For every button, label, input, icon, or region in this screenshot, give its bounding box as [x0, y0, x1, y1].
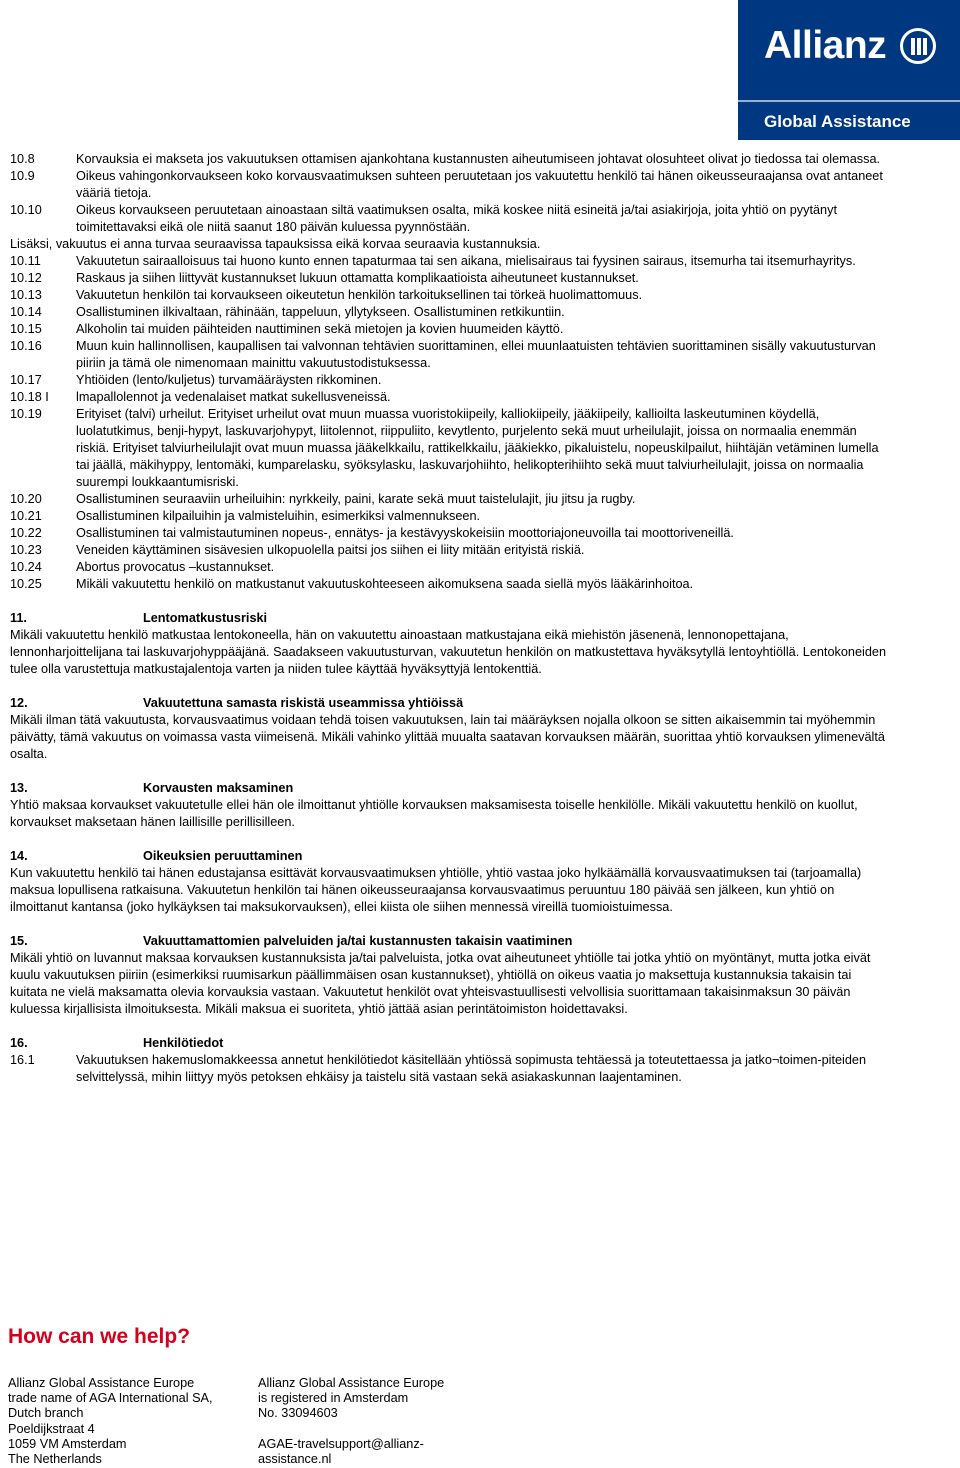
item-text: Osallistuminen seuraaviin urheiluihin: nyrkkeily, paini, karate sekä muut taistelulajit, jiu jitsu ja rugby. — [76, 492, 636, 506]
section-heading — [10, 933, 890, 950]
section-14 — [10, 848, 890, 916]
section-number: 13. — [10, 781, 28, 795]
list-item — [10, 372, 890, 389]
list-item — [10, 321, 890, 338]
exclusion-list-a — [10, 151, 890, 236]
section-text: Mikäli ilman tätä vakuutusta, korvausvaatimus voidaan tehdä toisen vakuutuksen, lain tai määräyksen nojalla olkoon se sitten aikaisemmin tai myöhemmin päivätty, tämä vakuutus on voimassa vasta viimeisenä. Mikäli vahinko ylittää muualta saatavan korvauksen määrän, suorittaa yhtiö korvauksen ylimenevältä osalta. — [10, 713, 885, 761]
item-number: 10.25 — [10, 577, 42, 591]
item-number: 10.21 — [10, 509, 42, 523]
item-text: Muun kuin hallinnollisen, kaupallisen tai valvonnan tehtävien suorittaminen, ellei muunlaatuisten tehtävien suorittaminen sisälly vakuutusturvan piiriin ja tämä ole nimenomaan mainittu vakuutustodistuksessa. — [76, 339, 876, 370]
item-number: 10.13 — [10, 288, 42, 302]
item-number: 10.9 — [10, 169, 35, 183]
section-heading — [10, 848, 890, 865]
list-item — [10, 389, 890, 406]
list-item — [10, 270, 890, 287]
footer-email-cont[interactable]: assistance.nl — [258, 1452, 332, 1466]
item-text: Abortus provocatus –kustannukset. — [76, 560, 275, 574]
item-text: Osallistuminen ilkivaltaan, rähinään, tappeluun, yllytykseen. Osallistuminen retkikuntiin. — [76, 305, 565, 319]
list-item — [10, 202, 890, 236]
section-number: 15. — [10, 934, 28, 948]
list-item — [10, 559, 890, 576]
section-title: Lentomatkustusriski — [143, 611, 268, 625]
item-number: 10.22 — [10, 526, 42, 540]
list-item — [10, 542, 890, 559]
list-item — [10, 304, 890, 321]
item-text: lmapallolennot ja vedenalaiset matkat sukellusveneissä. — [76, 390, 391, 404]
allianz-logo — [738, 0, 960, 140]
item-number: 10.10 — [10, 203, 42, 217]
item-text: Yhtiöiden (lento/kuljetus) turvamääräysten rikkominen. — [76, 373, 382, 387]
help-slogan — [8, 1325, 190, 1349]
section-text: Mikäli yhtiö on luvannut maksaa korvauksen kustannuksista ja/tai palveluista, jotka ovat aiheutuneet yhtiölle tai jotka yhtiö on myöntänyt, mutta jotka eivät kuulu vakuutuksen piiriin (esimerkiksi ruumisarkun päällimmäisen osan kustannukset), yhtiöllä on oikeus vaatia jo maksettuja kustannuksia takaisin tai kuitata ne vielä maksamatta olevia korvauksia vastaan. Vakuutetut henkilöt ovat yhteisvastuullisesti velvollisia suorittamaan takaisinmaksun 30 päivän kuluessa kirjallisista ilmoituksesta. Mikäli maksua ei suoriteta, yhtiö jättää asian perintätoimiston hoidettavaksi. — [10, 951, 871, 1016]
item-text: Korvauksia ei makseta jos vakuutuksen ottamisen ajankohtana kustannusten aiheutumiseen johtavat olosuhteet olivat jo tiedossa tai olemassa. — [76, 152, 881, 166]
document-body — [10, 151, 890, 1086]
list-item — [10, 508, 890, 525]
footer-line: Poeldijkstraat 4 — [8, 1421, 95, 1436]
footer-line: Allianz Global Assistance Europe — [258, 1376, 445, 1390]
item-text: Osallistuminen kilpailuihin ja valmisteluihin, esimerkiksi valmennukseen. — [76, 509, 481, 523]
list-item — [10, 253, 890, 270]
list-item — [10, 151, 890, 168]
item-text: Veneiden käyttäminen sisävesien ulkopuolella paitsi jos siihen ei liity mitään erityistä riskiä. — [76, 543, 585, 557]
item-text: Raskaus ja siihen liittyvät kustannukset lukuun ottamatta komplikaatioista aiheutuneet kustannukset. — [76, 271, 639, 285]
item-number: 10.24 — [10, 560, 42, 574]
footer-email[interactable]: AGAE-travelsupport@allianz- — [258, 1436, 424, 1451]
section-15 — [10, 933, 890, 1018]
item-text: Vakuutuksen hakemuslomakkeessa annetut henkilötiedot käsitellään yhtiössä sopimusta tehtäessä ja toteutettaessa ja jatko¬toimen-piteiden selvittelyssä, mihin liittyy myös petoksen ehkäisy ja taistelu sitä vastaan sekä asiakaskunnan laajentaminen. — [76, 1053, 867, 1084]
item-number: 16.1 — [10, 1053, 35, 1067]
footer-line: 1059 VM Amsterdam — [8, 1436, 127, 1451]
section-title: Oikeuksien peruuttaminen — [143, 849, 303, 863]
section-title: Henkilötiedot — [143, 1036, 224, 1050]
section-number: 11. — [10, 611, 27, 625]
section-16 — [10, 1035, 890, 1086]
footer-line: Allianz Global Assistance Europe — [8, 1376, 195, 1390]
list-item — [10, 1052, 890, 1086]
help-slogan-text: How can we — [8, 1325, 135, 1348]
exclusion-list-b — [10, 253, 890, 593]
list-item — [10, 168, 890, 202]
section-heading — [10, 1035, 890, 1052]
footer-line: The Netherlands — [8, 1452, 102, 1467]
item-text: Vakuutetun sairaalloisuus tai huono kunto ennen tapaturmaa tai sen aikana, mielisairaus tai fyysinen sairaus, itsemurha tai itsemurhayritys. — [76, 254, 856, 268]
allianz-eagle-icon — [900, 28, 936, 64]
item-text: Mikäli vakuutettu henkilö on matkustanut vakuutuskohteeseen aikomuksena saada siellä myös lääkärinhoitoa. — [76, 577, 694, 591]
item-number: 10.8 — [10, 152, 35, 166]
section-title: Korvausten maksaminen — [143, 781, 294, 795]
logo-sub: Global Assistance — [764, 112, 911, 131]
footer-line — [258, 1422, 444, 1437]
item-number: 10.23 — [10, 543, 42, 557]
item-number: 10.17 — [10, 373, 42, 387]
section-heading — [10, 780, 890, 797]
section-number: 16. — [10, 1036, 28, 1050]
list-item — [10, 491, 890, 508]
section-title: Vakuuttamattomien palveluiden ja/tai kustannusten takaisin vaatiminen — [143, 934, 573, 948]
list-item — [10, 406, 890, 491]
section-number: 12. — [10, 696, 28, 710]
section-text: Kun vakuutettu henkilö tai hänen edustajansa esittävät korvausvaatimuksen yhtiölle, yhtiö vastaa joko hylkäämällä korvausvaatimuksen tai (tarjoamalla) maksua lopullisena ratkaisuna. Vakuutetun henkilön tai hänen oikeusseuraajansa korvausvaatimus peruuntuu 180 päivää sen jälkeen, kun yhtiö on ilmoittanut kantansa (joko hylkäyksen tai maksukorvauksen), ellei kiista ole siihen mennessä vireillä tuomioistuimessa. — [10, 866, 862, 914]
section-title: Vakuutettuna samasta riskistä useammissa yhtiöissä — [143, 696, 464, 710]
item-text: Oikeus vahingonkorvaukseen koko korvausvaatimuksen suhteen peruutetaan jos vakuutettu henkilö tai hänen oikeusseuraajansa ovat antaneet vääriä tietoja. — [76, 169, 883, 200]
item-text: Alkoholin tai muiden päihteiden nauttiminen sekä mietojen ja kovien huumeiden käyttö. — [76, 322, 564, 336]
list-item — [10, 576, 890, 593]
section-13 — [10, 780, 890, 831]
footer-left — [8, 1376, 213, 1467]
section-12 — [10, 695, 890, 763]
list-item — [10, 287, 890, 304]
item-number: 10.20 — [10, 492, 42, 506]
section-heading — [10, 610, 890, 627]
item-number: 10.11 — [10, 254, 41, 268]
help-slogan-emphasis: help? — [134, 1325, 191, 1348]
item-text: Osallistuminen tai valmistautuminen nopeus-, ennätys- ja kestävyyskokeisiin moottoriajoneuvoilla tai moottoriveneillä. — [76, 526, 734, 540]
footer-line: Dutch branch — [8, 1406, 84, 1421]
section-text: Yhtiö maksaa korvaukset vakuutetulle ellei hän ole ilmoittanut yhtiölle korvauksen maksamisesta toiselle henkilölle. Mikäli vakuutettu henkilö on kuollut, korvaukset maksetaan hänen laillisille perillisilleen. — [10, 798, 858, 829]
footer-line: is registered in Amsterdam — [258, 1391, 409, 1406]
section-number: 14. — [10, 849, 28, 863]
footer-line: No. 33094603 — [258, 1406, 338, 1421]
item-number: 10.14 — [10, 305, 42, 319]
item-number: 10.18 I — [10, 390, 49, 404]
intro-text: Lisäksi, vakuutus ei anna turvaa seuraavissa tapauksissa eikä korvaa seuraavia kustannuksia. — [10, 237, 541, 251]
section-text: Mikäli vakuutettu henkilö matkustaa lentokoneella, hän on vakuutettu ainoastaan matkustajana eikä miehistön jäsenenä, lennonopettajana, lennonharjoittelijana tai laskuvarjohyppääjänä. Saadakseen vakuutusturvan, vakuutetun henkilön on matkustettava hyväksytyllä lentoyhtiöllä. Lentokoneiden tulee olla varustettuja matkustajalentoja varten ja niiden tulee käyttää hyväksyttyjä lentokenttiä. — [10, 628, 887, 676]
logo-divider — [738, 100, 960, 102]
item-number: 10.12 — [10, 271, 42, 285]
item-text: Vakuutetun henkilön tai korvaukseen oikeutetun henkilön tarkoituksellinen tai törkeä huolimattomuus. — [76, 288, 643, 302]
list-item — [10, 525, 890, 542]
item-text: Erityiset (talvi) urheilut. Erityiset urheilut ovat muun muassa vuoristokiipeily, kalliokiipeily, jääkiipeily, kallioilta laskeutuminen köydellä, luolatutkimus, benji-hypyt, laskuvarjohypyt, liitolennot, riippuliito, kevytlento, purjelento sekä muut urheilulajit, joissa on normaalia enemmän riskiä. Erityiset talviurheilulajit ovat muun muassa jääkelkkailu, rattikelkkailu, jääkiekko, pikaluistelu, nopeuskilpailut, hiihtäjän vetäminen lumella tai jäällä, mäkihyppy, lentomäki, kumparelasku, syöksylasku, laskuvarjohiihto, helikopterihiihto sekä muut talviurheilulajit, joissa on normaalia suurempi loukkaantumisriski. — [76, 407, 879, 489]
item-text: Oikeus korvaukseen peruutetaan ainoastaan siltä vaatimuksen osalta, mikä koskee niitä esineitä ja/tai asiakirjoja, joita yhtiö on pyytänyt toimitettavaksi eikä ole niitä saanut 180 päivän kuluessa pyynnöstään. — [76, 203, 837, 234]
section-heading — [10, 695, 890, 712]
item-number: 10.15 — [10, 322, 42, 336]
item-number: 10.16 — [10, 339, 42, 353]
footer-line: trade name of AGA International SA, — [8, 1391, 213, 1406]
logo-brand: Allianz — [764, 24, 887, 67]
item-number: 10.19 — [10, 407, 42, 421]
list-item — [10, 338, 890, 372]
section-11 — [10, 610, 890, 678]
footer-right — [258, 1376, 444, 1467]
